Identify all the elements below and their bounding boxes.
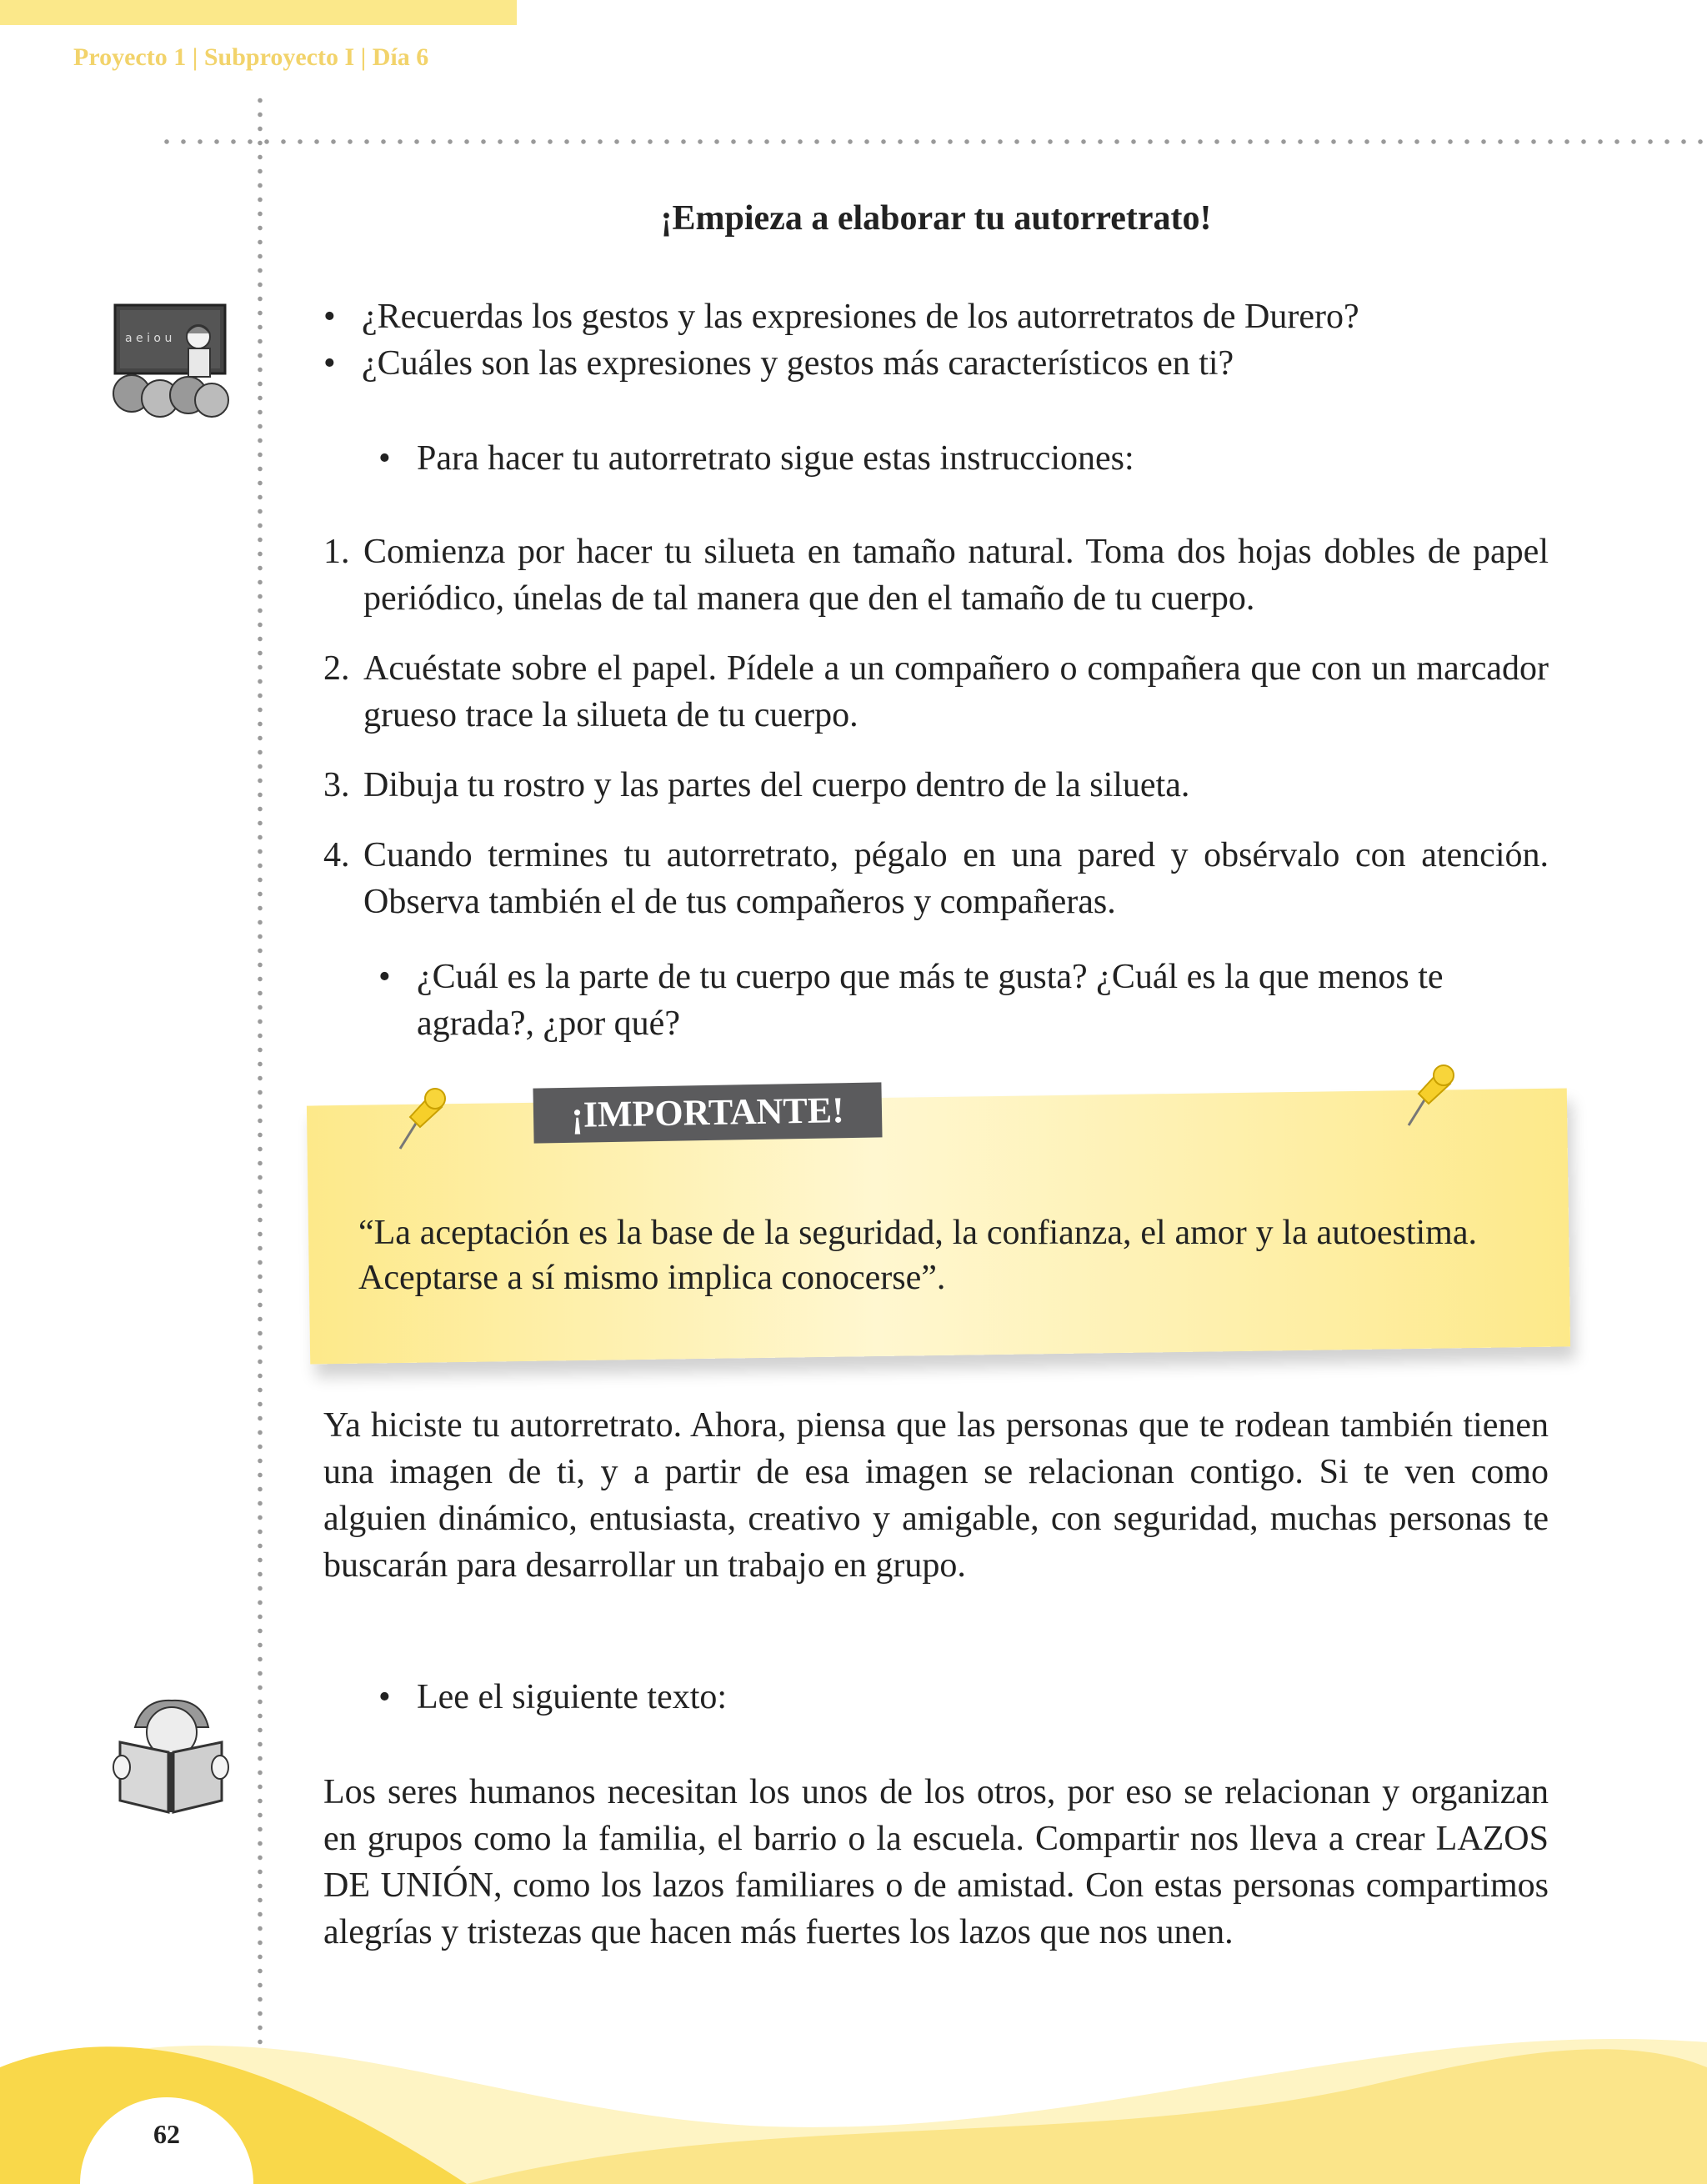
dotted-divider-horizontal [158,138,1707,145]
paragraph-bonds: Los seres humanos necesitan los unos de los otros, por eso se relacionan y organizan en grupos como la familia, el barrio o la escuela. Compartir nos lleva a crear LAZOS DE UNIÓN, como los lazos familiares o de amistad. Con estas personas compartimos alegrías y tristezas que hacen más fuertes los lazos que nos unen. [323,1773,1549,1951]
pushpin-icon [1400,1060,1459,1129]
steps-list [323,528,1549,949]
instructions-intro [378,435,1549,482]
list-item: • Lee el siguiente texto: [378,1674,1462,1721]
list-item: • ¿Cuáles son las expresiones y gestos más característicos en ti? [323,340,1549,387]
reflection-question [378,954,1529,1047]
important-quote: “La aceptación es la base de la seguridad, la confianza, el amor y la autoestima. Aceptarse a sí mismo implica conocerse”. [358,1214,1477,1297]
pushpin-icon [392,1084,450,1152]
header-breadcrumb: Proyecto 1 | Subproyecto I | Día 6 [73,43,429,71]
reading-child-icon [110,1694,232,1819]
step-item: 4. Cuando termines tu autorretrato, pégalo en una pared y obsérvalo con atención. Observa también el de tus compañeros y compañeras. [323,836,1549,921]
top-color-band [0,0,517,25]
blackboard-letters: a e i o u [125,332,173,345]
read-prompt [378,1674,1462,1721]
question-list [323,293,1549,387]
list-item: • Para hacer tu autorretrato sigue estas instrucciones: [378,435,1549,482]
paragraph-self-image: Ya hiciste tu autorretrato. Ahora, piensa que las personas que te rodean también tienen una imagen de ti, y a partir de esa imagen se relacionan contigo. Si te ven como alguien dinámico, entusiasta, creativo y amigable, con seguridad, muchas personas te buscarán para desarrollar un trabajo en grupo. [323,1406,1549,1585]
page-number: 62 [153,2119,180,2149]
section-title: ¡Empieza a elaborar tu autorretrato! [660,199,1212,238]
important-badge: ¡IMPORTANTE! [533,1082,882,1143]
step-item: 1. Comienza por hacer tu silueta en tamaño natural. Toma dos hojas dobles de papel periódico, únelas de tal manera que den el tamaño de tu cuerpo. [323,533,1549,618]
list-item: • ¿Recuerdas los gestos y las expresiones de los autorretratos de Durero? [323,293,1549,340]
bottom-wave-decoration [0,1984,1707,2184]
step-item: 3. Dibuja tu rostro y las partes del cuerpo dentro de la silueta. [323,766,1190,804]
teacher-blackboard-icon [108,300,232,422]
dotted-divider-vertical [257,93,263,2069]
step-item: 2. Acuéstate sobre el papel. Pídele a un compañero o compañera que con un marcador grueso trace la silueta de tu cuerpo. [323,649,1549,734]
list-item: • ¿Cuál es la parte de tu cuerpo que más te gusta? ¿Cuál es la que menos te agrada?, ¿por qué? [378,954,1529,1047]
